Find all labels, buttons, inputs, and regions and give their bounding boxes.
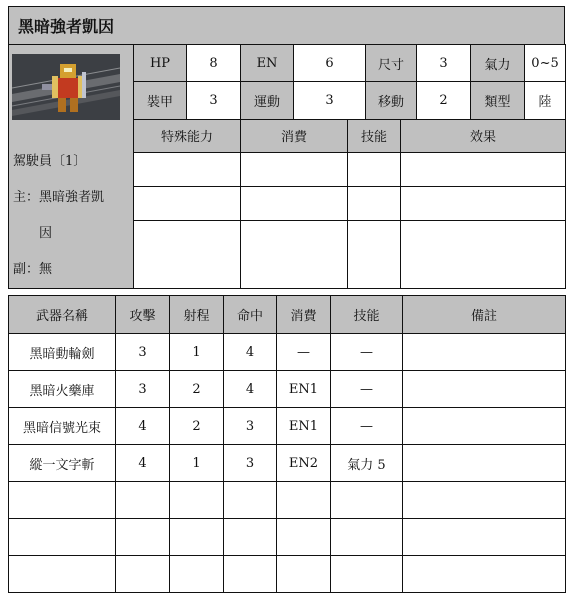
armor-value: 3 xyxy=(187,82,241,119)
stats-ability-table xyxy=(8,44,566,289)
hp-value: 8 xyxy=(187,45,241,82)
type-label: 類型 xyxy=(471,82,525,119)
weapon-cell xyxy=(403,519,566,556)
mobility-label: 運動 xyxy=(241,82,294,119)
pilot-info xyxy=(9,144,133,288)
weapon-note xyxy=(403,334,566,371)
spirit-label: 氣力 xyxy=(471,45,525,82)
weapon-cell xyxy=(403,556,566,593)
pilot-label: 駕駛員〔1〕 xyxy=(13,154,87,169)
weapon-skill: — xyxy=(331,334,403,371)
weapon-cell xyxy=(170,556,224,593)
ability-cell xyxy=(348,221,401,289)
weapon-cell xyxy=(331,482,403,519)
weapon-cell xyxy=(116,556,170,593)
weapon-name-header: 武器名稱 xyxy=(9,296,116,334)
weapon-note xyxy=(403,445,566,482)
ability-cell xyxy=(241,152,348,186)
en-label: EN xyxy=(241,45,294,82)
weapon-cell xyxy=(224,519,277,556)
ability-cell xyxy=(241,221,348,289)
en-value: 6 xyxy=(294,45,366,82)
weapon-skill-header: 技能 xyxy=(331,296,403,334)
weapon-hit: 4 xyxy=(224,371,277,408)
armor-label: 裝甲 xyxy=(134,82,187,119)
weapon-note-header: 備註 xyxy=(403,296,566,334)
weapon-cell xyxy=(116,519,170,556)
weapon-cell xyxy=(277,482,331,519)
weapon-skill: — xyxy=(331,408,403,445)
weapon-skill: — xyxy=(331,371,403,408)
unit-title: 黑暗強者凱因 xyxy=(9,7,565,45)
weapon-note xyxy=(403,408,566,445)
title-table xyxy=(8,6,565,45)
weapon-name: 縱一文字斬 xyxy=(9,445,116,482)
weapon-hit-header: 命中 xyxy=(224,296,277,334)
weapon-row-empty xyxy=(9,556,566,593)
weapon-range: 1 xyxy=(170,445,224,482)
ability-cell xyxy=(241,187,348,221)
weapon-range: 2 xyxy=(170,408,224,445)
weapon-cell xyxy=(277,556,331,593)
mobility-value: 3 xyxy=(294,82,366,119)
hp-label: HP xyxy=(134,45,187,82)
weapon-name: 黑暗信號光束 xyxy=(9,408,116,445)
weapon-cell xyxy=(331,556,403,593)
ability-cell xyxy=(348,187,401,221)
weapon-name: 黑暗動輪劍 xyxy=(9,334,116,371)
weapon-row-empty xyxy=(9,482,566,519)
weapon-cell xyxy=(224,482,277,519)
ability-skill-header: 技能 xyxy=(348,119,401,152)
ability-cell xyxy=(401,187,566,221)
weapon-attack: 4 xyxy=(116,408,170,445)
ability-cell xyxy=(134,187,241,221)
weapon-cell xyxy=(9,482,116,519)
weapon-note xyxy=(403,371,566,408)
weapon-name: 黑暗火藥庫 xyxy=(9,371,116,408)
weapon-cell xyxy=(116,482,170,519)
weapon-cost-header: 消費 xyxy=(277,296,331,334)
weapon-row xyxy=(9,371,566,408)
pilot-main-line2: 因 xyxy=(39,226,53,241)
ability-header: 特殊能力 xyxy=(134,119,241,152)
weapon-range: 2 xyxy=(170,371,224,408)
weapon-cost: — xyxy=(277,334,331,371)
weapon-attack: 3 xyxy=(116,334,170,371)
ability-effect-header: 效果 xyxy=(401,119,566,152)
weapon-row xyxy=(9,408,566,445)
ability-cell xyxy=(134,221,241,289)
weapon-row xyxy=(9,334,566,371)
ability-cell xyxy=(401,152,566,186)
size-label: 尺寸 xyxy=(366,45,417,82)
weapon-cell xyxy=(224,556,277,593)
move-label: 移動 xyxy=(366,82,417,119)
weapon-row xyxy=(9,445,566,482)
weapon-attack-header: 攻擊 xyxy=(116,296,170,334)
weapon-attack: 3 xyxy=(116,371,170,408)
weapon-cell xyxy=(9,556,116,593)
type-value: 陸 xyxy=(525,82,566,119)
move-value: 2 xyxy=(417,82,471,119)
weapon-range: 1 xyxy=(170,334,224,371)
weapon-hit: 3 xyxy=(224,408,277,445)
weapon-cell xyxy=(277,519,331,556)
weapon-cell xyxy=(170,482,224,519)
weapon-hit: 4 xyxy=(224,334,277,371)
ability-cell xyxy=(134,152,241,186)
weapon-cell xyxy=(331,519,403,556)
pilot-main-line1: 主：黑暗強者凱 xyxy=(13,190,105,205)
weapon-attack: 4 xyxy=(116,445,170,482)
size-value: 3 xyxy=(417,45,471,82)
weapon-row-empty xyxy=(9,519,566,556)
weapon-hit: 3 xyxy=(224,445,277,482)
weapon-range-header: 射程 xyxy=(170,296,224,334)
weapon-cost: EN1 xyxy=(277,408,331,445)
unit-sprite-image xyxy=(12,54,120,120)
unit-portrait-cell xyxy=(9,45,134,289)
spirit-value: 0~5 xyxy=(525,45,566,82)
weapon-cell xyxy=(403,482,566,519)
ability-cost-header: 消費 xyxy=(241,119,348,152)
pilot-sub: 副：無 xyxy=(13,262,53,277)
ability-cell xyxy=(401,221,566,289)
weapon-cell xyxy=(9,519,116,556)
weapons-table xyxy=(8,295,566,593)
weapon-skill: 氣力 5 xyxy=(331,445,403,482)
weapon-cell xyxy=(170,519,224,556)
weapon-cost: EN2 xyxy=(277,445,331,482)
ability-cell xyxy=(348,152,401,186)
weapon-cost: EN1 xyxy=(277,371,331,408)
unit-sheet xyxy=(8,6,565,594)
